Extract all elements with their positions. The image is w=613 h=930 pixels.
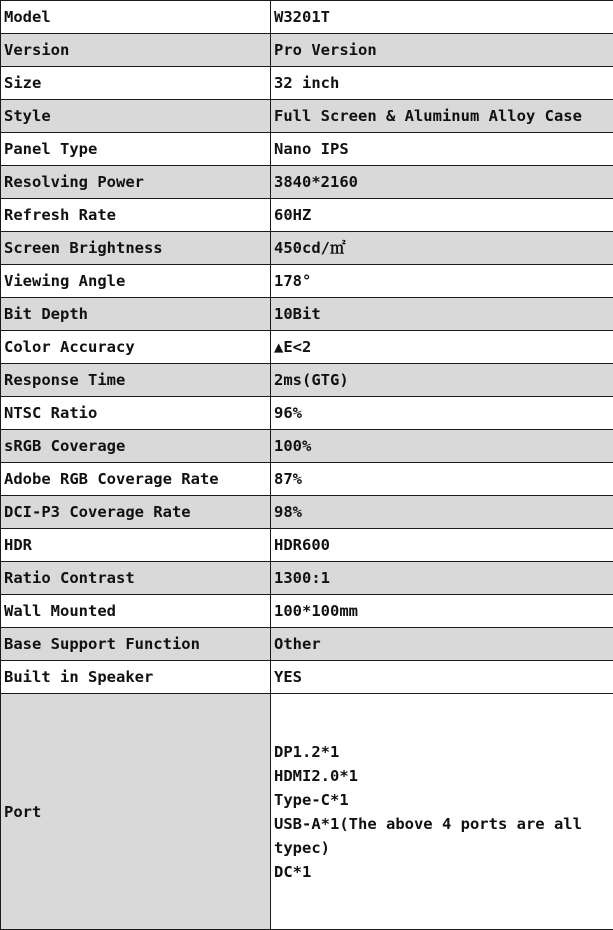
spec-value: YES (271, 661, 613, 694)
spec-row-bit-depth (1, 298, 613, 331)
spec-label: Size (1, 67, 271, 100)
spec-value: 32 inch (271, 67, 613, 100)
spec-label: sRGB Coverage (1, 430, 271, 463)
port-item: HDMI2.0*1 (274, 764, 613, 788)
spec-label: HDR (1, 529, 271, 562)
spec-label: Adobe RGB Coverage Rate (1, 463, 271, 496)
spec-row-hdr (1, 529, 613, 562)
spec-row-panel-type (1, 133, 613, 166)
spec-label: Response Time (1, 364, 271, 397)
spec-value: 10Bit (271, 298, 613, 331)
spec-row-built-in-speaker (1, 661, 613, 694)
spec-row-screen-brightness (1, 232, 613, 265)
spec-row-wall-mounted (1, 595, 613, 628)
spec-value: Nano IPS (271, 133, 613, 166)
spec-label: Panel Type (1, 133, 271, 166)
spec-row-refresh-rate (1, 199, 613, 232)
spec-row-model (1, 1, 613, 34)
spec-label: Viewing Angle (1, 265, 271, 298)
spec-value: HDR600 (271, 529, 613, 562)
spec-value: 96% (271, 397, 613, 430)
spec-value: W3201T (271, 1, 613, 34)
spec-label: Model (1, 1, 271, 34)
spec-label: Built in Speaker (1, 661, 271, 694)
spec-value: 98% (271, 496, 613, 529)
spec-label: DCI-P3 Coverage Rate (1, 496, 271, 529)
spec-value: ▲E<2 (271, 331, 613, 364)
spec-value: 100% (271, 430, 613, 463)
spec-label: Base Support Function (1, 628, 271, 661)
spec-value: 100*100mm (271, 595, 613, 628)
port-item: Type-C*1 (274, 788, 613, 812)
spec-label: Wall Mounted (1, 595, 271, 628)
port-item: USB-A*1(The above 4 ports are all typec) (274, 812, 613, 860)
spec-row-srgb-coverage (1, 430, 613, 463)
spec-row-ntsc-ratio (1, 397, 613, 430)
spec-value: 2ms(GTG) (271, 364, 613, 397)
spec-value: Other (271, 628, 613, 661)
spec-row-version (1, 34, 613, 67)
port-item: DP1.2*1 (274, 740, 613, 764)
spec-label: Bit Depth (1, 298, 271, 331)
spec-label: Style (1, 100, 271, 133)
spec-value: Full Screen & Aluminum Alloy Case (271, 100, 613, 133)
spec-row-ratio-contrast (1, 562, 613, 595)
spec-value: 1300:1 (271, 562, 613, 595)
spec-label: Screen Brightness (1, 232, 271, 265)
spec-row-size (1, 67, 613, 100)
port-item: DC*1 (274, 860, 613, 884)
spec-row-dci-p3-coverage (1, 496, 613, 529)
spec-row-viewing-angle (1, 265, 613, 298)
spec-label: Port (1, 694, 271, 930)
spec-value: Pro Version (271, 34, 613, 67)
spec-label: Color Accuracy (1, 331, 271, 364)
spec-value: 87% (271, 463, 613, 496)
spec-row-response-time (1, 364, 613, 397)
spec-label: Ratio Contrast (1, 562, 271, 595)
spec-value: 178° (271, 265, 613, 298)
spec-label: NTSC Ratio (1, 397, 271, 430)
port-list (271, 694, 613, 930)
spec-value: 3840*2160 (271, 166, 613, 199)
spec-label: Refresh Rate (1, 199, 271, 232)
spec-row-color-accuracy (1, 331, 613, 364)
spec-value: 450cd/㎡ (271, 232, 613, 265)
spec-row-style (1, 100, 613, 133)
spec-label: Resolving Power (1, 166, 271, 199)
spec-row-resolving-power (1, 166, 613, 199)
spec-value: 60HZ (271, 199, 613, 232)
spec-label: Version (1, 34, 271, 67)
spec-row-port (1, 694, 613, 930)
spec-row-base-support (1, 628, 613, 661)
spec-row-adobe-rgb-coverage (1, 463, 613, 496)
